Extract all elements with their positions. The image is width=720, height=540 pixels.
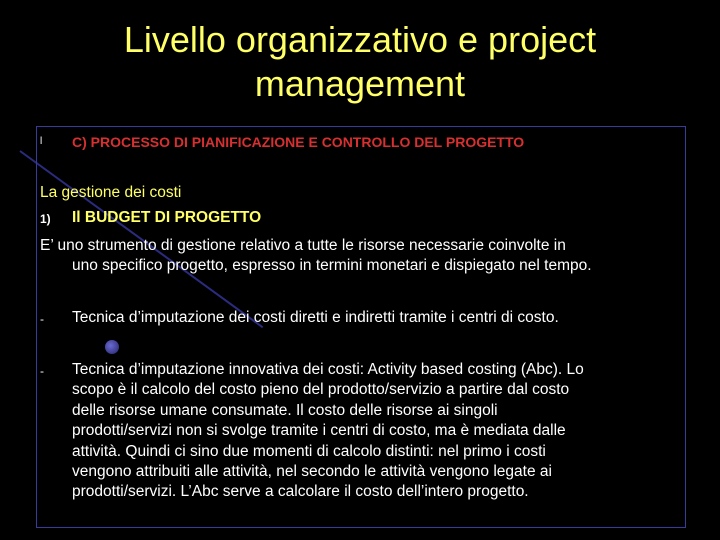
definition-line: uno specifico progetto, espresso in termini monetari e dispiegato nel tempo. [72, 257, 592, 274]
section-heading: C) PROCESSO DI PIANIFICAZIONE E CONTROLLO DEL PROGETTO [72, 134, 525, 150]
list-item-line: prodotti/servizi. L’Abc serve a calcolare il costo dell’intero progetto. [72, 483, 529, 501]
bullet-icon: l [40, 136, 43, 147]
list-item [72, 360, 682, 503]
list-item [72, 308, 682, 328]
definition-line: E’ uno strumento di gestione relativo a tutte le risorse necessarie coinvolte in [40, 237, 566, 254]
list-item-line: scopo è il calcolo del costo pieno del prodotto/servizio a partire dal costo [72, 381, 570, 399]
list-marker: - [40, 364, 44, 378]
list-item-line: Tecnica d’imputazione dei costi diretti e indiretti tramite i centri di costo. [72, 309, 559, 326]
subsection-title: La gestione dei costi [40, 184, 182, 201]
list-marker: - [40, 312, 44, 326]
definition-paragraph [40, 236, 680, 276]
budget-heading: Il BUDGET DI PROGETTO [72, 209, 262, 226]
list-number: 1) [40, 212, 51, 226]
list-item-line: Tecnica d’imputazione innovativa dei costi: Activity based costing (Abc). Lo [72, 361, 584, 378]
slide-title: Livello organizzativo e project management [123, 19, 597, 104]
list-item-line: vengono attribuiti alle attività, nel secondo le attività vengono legate ai [72, 463, 552, 481]
list-item-line: attività. Quindi ci sino due momenti di calcolo distinti: nel primo i costi [72, 442, 546, 460]
list-item-line: prodotti/servizi non si svolge tramite i centri di costo, ma è mediata dalle [72, 422, 566, 440]
list-item-line: delle risorse umane consumate. Il costo delle risorse ai singoli [72, 401, 498, 419]
